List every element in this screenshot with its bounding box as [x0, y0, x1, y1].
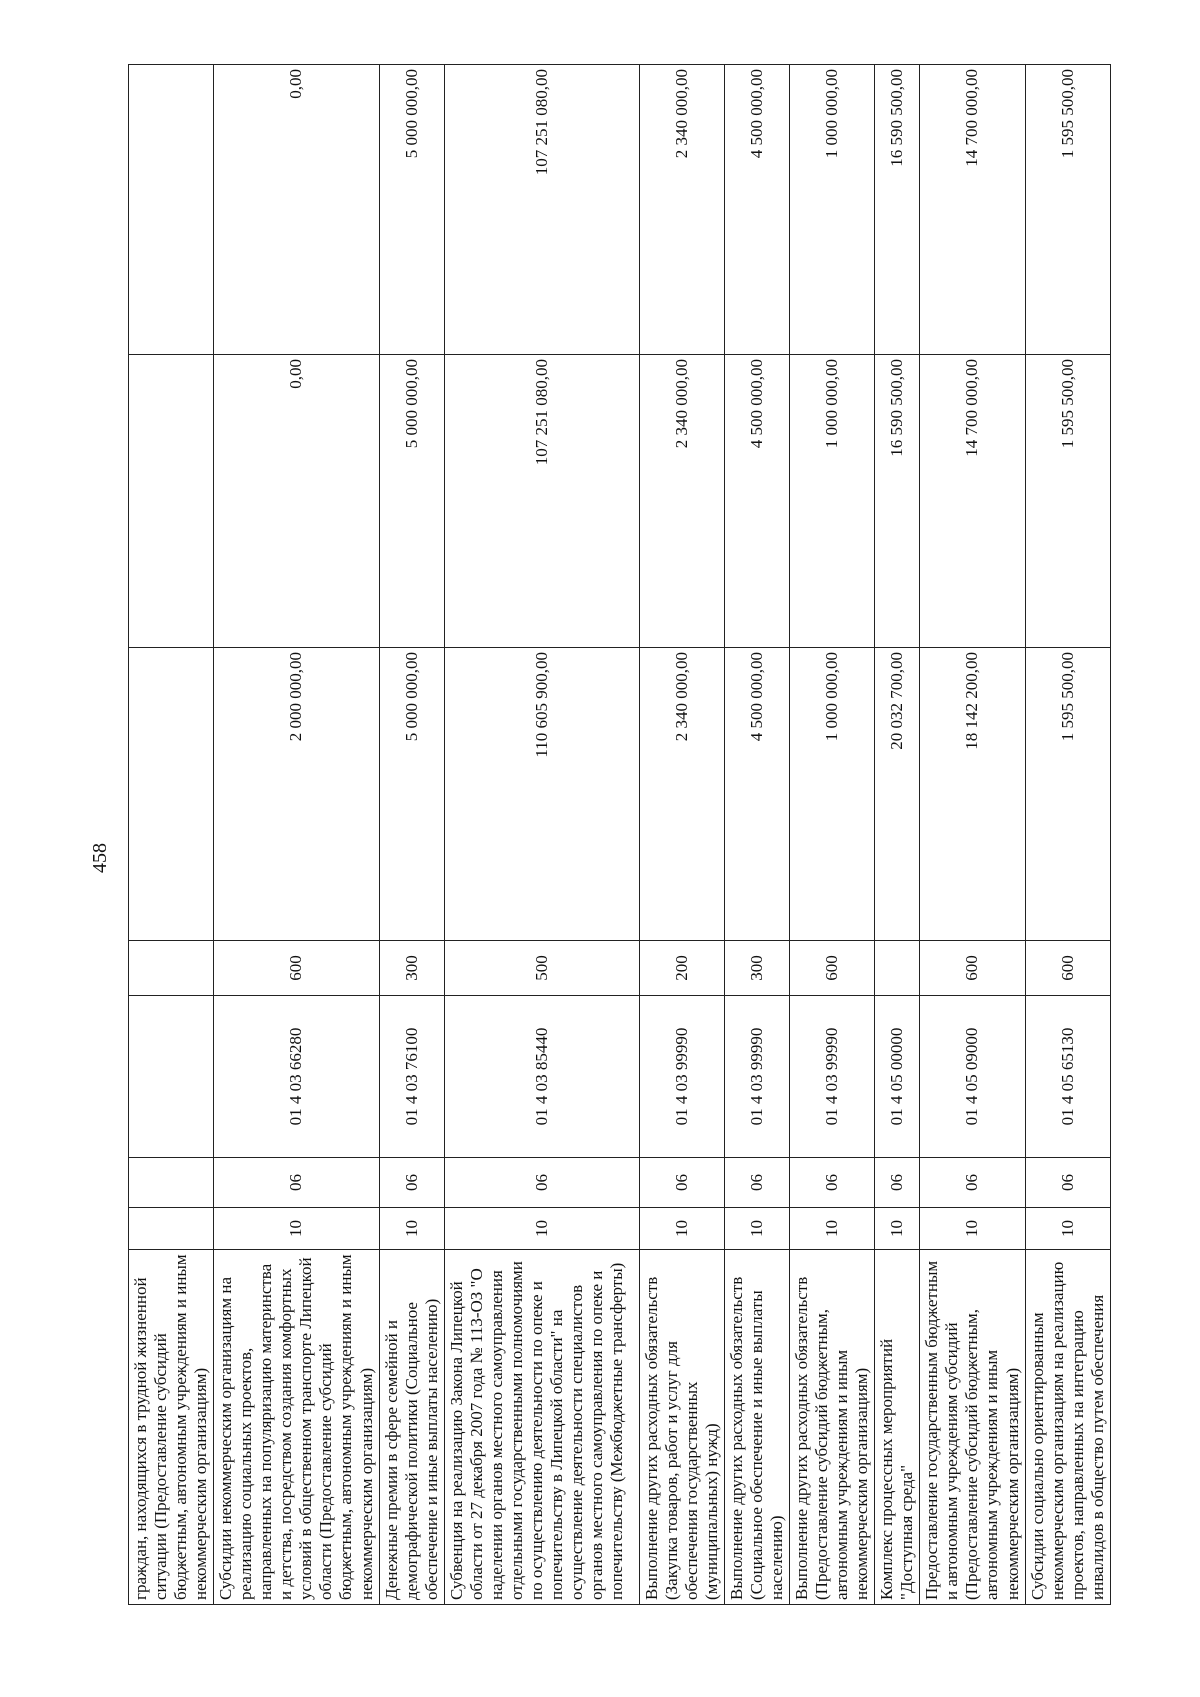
row-expense-type: 300: [724, 941, 789, 996]
row-amount-3: 14 700 000,00: [920, 65, 1025, 355]
row-amount-3: 107 251 080,00: [444, 65, 639, 355]
row-target-article: 01 4 03 99990: [639, 996, 724, 1158]
row-amount-1: 4 500 000,00: [724, 648, 789, 941]
row-target-article: 01 4 03 85440: [444, 996, 639, 1158]
row-amount-1: [129, 648, 214, 941]
row-name: Денежные премии в сфере семейной и демографической политики (Социальное обеспечение и иные выплаты населению): [379, 1250, 444, 1605]
row-amount-2: 1 000 000,00: [790, 355, 875, 648]
row-name: Выполнение других расходных обязательств (Предоставление субсидий бюджетным, автономным учреждениям и иным некоммерческим организациям): [790, 1250, 875, 1605]
budget-table-container: [128, 64, 1111, 1605]
row-expense-type: 600: [920, 941, 1025, 996]
row-subsection: 06: [790, 1158, 875, 1208]
row-expense-type: [129, 941, 214, 996]
table-row: [920, 65, 1025, 1605]
row-expense-type: 300: [379, 941, 444, 996]
row-subsection: 06: [724, 1158, 789, 1208]
row-subsection: 06: [875, 1158, 920, 1208]
row-amount-3: 16 590 500,00: [875, 65, 920, 355]
row-name: Выполнение других расходных обязательств (Закупка товаров, работ и услуг для обеспечения государственных (муниципальных) нужд): [639, 1250, 724, 1605]
row-expense-type: 600: [1025, 941, 1110, 996]
row-amount-1: 1 595 500,00: [1025, 648, 1110, 941]
row-subsection: 06: [920, 1158, 1025, 1208]
table-row: [214, 65, 379, 1605]
row-target-article: [129, 996, 214, 1158]
row-subsection: 06: [1025, 1158, 1110, 1208]
row-section: 10: [379, 1208, 444, 1250]
row-section: [129, 1208, 214, 1250]
row-amount-1: 1 000 000,00: [790, 648, 875, 941]
row-amount-1: 2 000 000,00: [214, 648, 379, 941]
row-name: Субсидии социально ориентированным некоммерческим организациям на реализацию проектов, направленных на интеграцию инвалидов в общество путем обеспечения: [1025, 1250, 1110, 1605]
row-expense-type: 600: [214, 941, 379, 996]
row-section: 10: [920, 1208, 1025, 1250]
row-amount-2: 16 590 500,00: [875, 355, 920, 648]
table-row: [1025, 65, 1110, 1605]
row-amount-3: 2 340 000,00: [639, 65, 724, 355]
row-subsection: 06: [379, 1158, 444, 1208]
table-row: [724, 65, 789, 1605]
row-subsection: 06: [214, 1158, 379, 1208]
row-name: граждан, находящихся в трудной жизненной ситуации (Предоставление субсидий бюджетным, автономным учреждениям и иным некоммерческим организациям): [129, 1250, 214, 1605]
row-target-article: 01 4 03 76100: [379, 996, 444, 1158]
row-amount-2: [129, 355, 214, 648]
row-name: Предоставление государственным бюджетным и автономным учреждениям субсидий (Предоставление субсидий бюджетным, автономным учреждениям и иным некоммерческим организациям): [920, 1250, 1025, 1605]
row-target-article: 01 4 03 66280: [214, 996, 379, 1158]
row-section: 10: [214, 1208, 379, 1250]
table-row: [129, 65, 214, 1605]
row-amount-3: 4 500 000,00: [724, 65, 789, 355]
row-expense-type: 200: [639, 941, 724, 996]
row-amount-1: 110 605 900,00: [444, 648, 639, 941]
row-amount-2: 2 340 000,00: [639, 355, 724, 648]
row-section: 10: [1025, 1208, 1110, 1250]
table-row: [379, 65, 444, 1605]
row-amount-2: 4 500 000,00: [724, 355, 789, 648]
row-amount-1: 20 032 700,00: [875, 648, 920, 941]
row-amount-3: 1 595 500,00: [1025, 65, 1110, 355]
row-amount-1: 2 340 000,00: [639, 648, 724, 941]
row-amount-2: 0,00: [214, 355, 379, 648]
row-amount-1: 5 000 000,00: [379, 648, 444, 941]
budget-table: [128, 64, 1111, 1605]
row-target-article: 01 4 05 09000: [920, 996, 1025, 1158]
row-name: Комплекс процессных мероприятий "Доступная среда": [875, 1250, 920, 1605]
row-amount-1: 18 142 200,00: [920, 648, 1025, 941]
row-subsection: 06: [639, 1158, 724, 1208]
table-row: [639, 65, 724, 1605]
row-amount-3: 5 000 000,00: [379, 65, 444, 355]
row-expense-type: 500: [444, 941, 639, 996]
row-target-article: 01 4 03 99990: [724, 996, 789, 1158]
row-name: Субвенция на реализацию Закона Липецкой области от 27 декабря 2007 года № 113-ОЗ "О наделении органов местного самоуправления отдельными государственными полномочиями по осуществлению деятельности по опеке и попечительству в Липецкой области" на осуществление деятельности специалистов органов местного самоуправления по опеке и попечительству (Межбюджетные трансферты): [444, 1250, 639, 1605]
row-amount-3: 1 000 000,00: [790, 65, 875, 355]
row-amount-3: [129, 65, 214, 355]
row-subsection: 06: [444, 1158, 639, 1208]
row-amount-3: 0,00: [214, 65, 379, 355]
row-name: Субсидии некоммерческим организациям на реализацию социальных проектов, направленных на популяризацию материнства и детства, посредством создания комфортных условий в общественном транспорте Липецкой области (Предоставление субсидий бюджетным, автономным учреждениям и иным некоммерческим организациям): [214, 1250, 379, 1605]
row-expense-type: [875, 941, 920, 996]
row-section: 10: [790, 1208, 875, 1250]
table-row: [790, 65, 875, 1605]
page-number: 458: [89, 843, 111, 873]
row-target-article: 01 4 03 99990: [790, 996, 875, 1158]
table-row: [444, 65, 639, 1605]
row-target-article: 01 4 05 00000: [875, 996, 920, 1158]
row-target-article: 01 4 05 65130: [1025, 996, 1110, 1158]
row-section: 10: [875, 1208, 920, 1250]
row-section: 10: [724, 1208, 789, 1250]
row-subsection: [129, 1158, 214, 1208]
row-section: 10: [444, 1208, 639, 1250]
row-expense-type: 600: [790, 941, 875, 996]
row-amount-2: 14 700 000,00: [920, 355, 1025, 648]
row-section: 10: [639, 1208, 724, 1250]
row-amount-2: 5 000 000,00: [379, 355, 444, 648]
row-amount-2: 107 251 080,00: [444, 355, 639, 648]
row-amount-2: 1 595 500,00: [1025, 355, 1110, 648]
table-row: [875, 65, 920, 1605]
row-name: Выполнение других расходных обязательств (Социальное обеспечение и иные выплаты населению): [724, 1250, 789, 1605]
